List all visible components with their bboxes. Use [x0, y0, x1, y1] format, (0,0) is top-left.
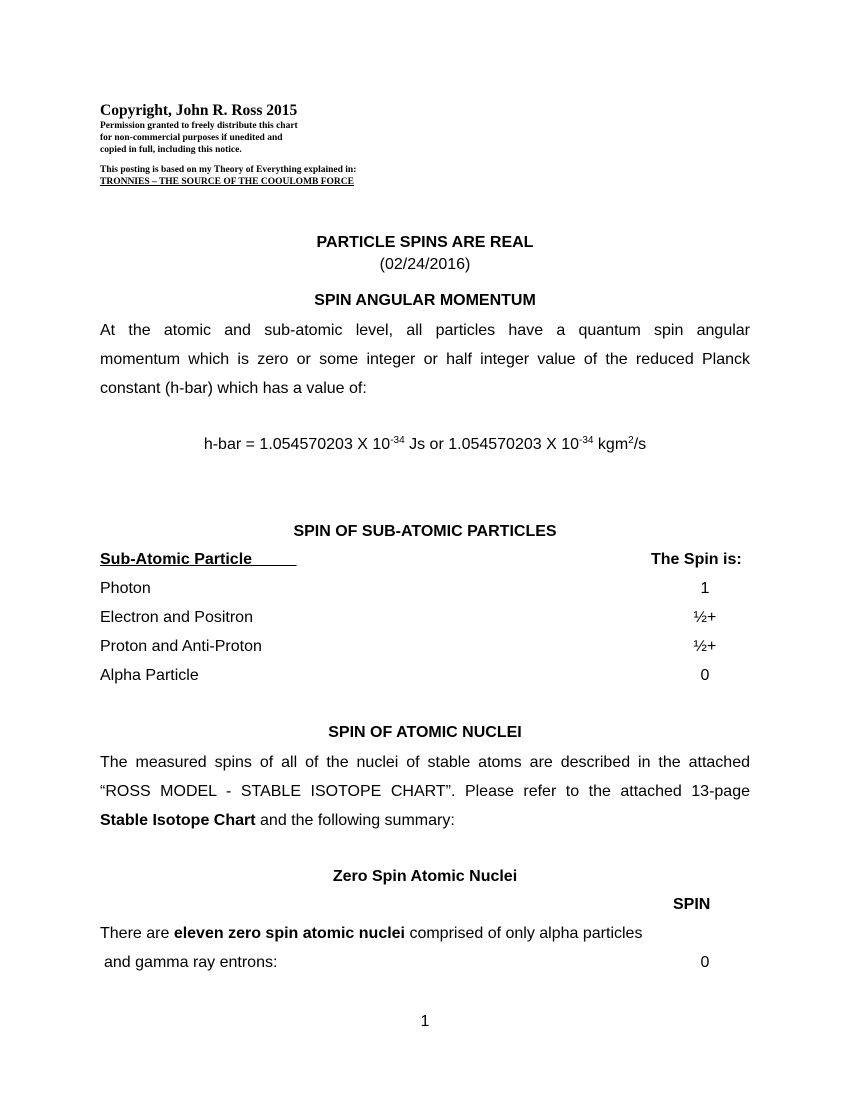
particle-row-label: Photon [100, 580, 151, 597]
basis-line: This posting is based on my Theory of Everything explained in: [100, 165, 357, 175]
page-date: (02/24/2016) [379, 256, 471, 273]
page-title: PARTICLE SPINS ARE REAL [316, 234, 534, 251]
permission-line: copied in full, including this notice. [100, 145, 242, 155]
paragraph-line: momentum which is zero or some integer or half integer value of the reduced Planck [100, 351, 750, 368]
paragraph-line: At the atomic and sub-atomic level, all particles have a quantum spin angular [100, 322, 750, 339]
formula-unit-exponent: 2 [628, 435, 634, 446]
page-number: 1 [420, 1013, 430, 1030]
formula-unit: kgm [593, 436, 629, 453]
paragraph-line: The measured spins of all of the nuclei of stable atoms are described in the attached [100, 754, 750, 771]
copyright-notice [100, 102, 356, 188]
spin-column-header: The Spin is: [651, 551, 742, 568]
atomic-nuclei-paragraph [100, 748, 750, 835]
subatomic-heading: SPIN OF SUB-ATOMIC PARTICLES [293, 523, 557, 540]
spin-angular-momentum-heading: SPIN ANGULAR MOMENTUM [314, 292, 536, 309]
particle-row-label: Alpha Particle [100, 667, 199, 684]
formula-prefix: h-bar = 1.054570203 X 10 [203, 436, 391, 453]
zero-spin-value: 0 [700, 954, 710, 971]
permission-line: for non-commercial purposes if unedited and [100, 133, 283, 143]
particle-row-spin: ½+ [693, 609, 717, 626]
formula-exponent: -34 [579, 435, 594, 446]
particle-column-header: Sub-Atomic Particle [100, 551, 253, 568]
paragraph-line: Stable Isotope Chart and the following summary: [100, 812, 455, 829]
stable-isotope-chart-ref: Stable Isotope Chart [100, 812, 256, 829]
formula-middle: Js or 1.054570203 X 10 [404, 436, 580, 453]
formula-suffix: /s [633, 436, 647, 453]
particle-row-spin: 0 [700, 667, 710, 684]
h-bar-formula [0, 436, 850, 454]
particle-row-spin: 1 [700, 580, 710, 597]
spin-angular-momentum-paragraph [100, 316, 750, 403]
particle-row-label: Electron and Positron [100, 609, 253, 626]
atomic-nuclei-heading: SPIN OF ATOMIC NUCLEI [328, 724, 522, 741]
tronnies-link[interactable]: TRONNIES – THE SOURCE OF THE COOULOMB FORCE [100, 177, 354, 187]
spin-column-label: SPIN [673, 896, 711, 913]
permission-line: Permission granted to freely distribute this chart [100, 121, 298, 131]
zero-spin-heading: Zero Spin Atomic Nuclei [332, 868, 518, 885]
particle-row-label: Proton and Anti-Proton [100, 638, 262, 655]
particle-row-spin: ½+ [693, 638, 717, 655]
paragraph-line: constant (h-bar) which has a value of: [100, 380, 367, 397]
formula-exponent: -34 [390, 435, 405, 446]
zero-spin-text: There are eleven zero spin atomic nuclei comprised of only alpha particles [100, 925, 643, 942]
paragraph-line: “ROSS MODEL - STABLE ISOTOPE CHART”. Please refer to the attached 13-page [100, 783, 750, 800]
zero-spin-text: and gamma ray entrons: [104, 954, 278, 971]
copyright-title: Copyright, John R. Ross 2015 [100, 102, 298, 119]
